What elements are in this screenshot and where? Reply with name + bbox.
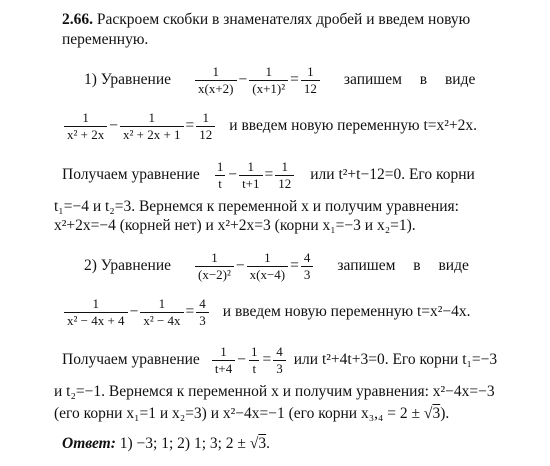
fraction-numerator: 1: [216, 158, 224, 174]
part2-get-eq: Получаем уравнение: [62, 351, 200, 368]
equals-sign: =: [290, 71, 299, 88]
part2-fraction-a: [195, 250, 234, 283]
fraction-denominator: 3: [196, 312, 209, 329]
part2-after-eq: запишем в виде: [337, 257, 469, 274]
fraction-denominator: 3: [301, 266, 314, 283]
part2-equation-line: [84, 246, 469, 286]
part1-eqs-line: [54, 216, 416, 236]
fraction-denominator: x² − 4x + 4: [64, 312, 128, 329]
part1-rw-fraction-b: [120, 110, 184, 143]
minus-sign: −: [129, 303, 139, 320]
fraction-denominator: 12: [275, 175, 294, 192]
minus-sign: −: [235, 257, 245, 274]
fraction-numerator: 1: [202, 109, 210, 125]
problem-number: 2.66.: [62, 11, 93, 28]
part2-t-fraction-a: [212, 344, 235, 377]
fraction-numerator: 1: [265, 63, 272, 79]
fraction-numerator: 1: [211, 249, 218, 265]
fraction-numerator: 1: [158, 295, 166, 311]
minus-sign: −: [237, 351, 247, 368]
fraction-numerator: 1: [82, 109, 89, 125]
equals-sign: =: [185, 303, 195, 320]
problem-intro-1: Раскроем скобки в знаменателях дробей и введем новую: [96, 11, 471, 28]
equals-sign: =: [262, 351, 272, 368]
fraction-denominator: (x+1)²: [249, 80, 288, 97]
fraction-denominator: x² + 2x + 1: [120, 126, 184, 143]
fraction-numerator: 4: [199, 295, 206, 311]
part1-fraction-c: [301, 64, 320, 97]
part2-rewritten-line: [62, 292, 471, 332]
part2-roots-line: [54, 382, 495, 402]
fraction-numerator: 1: [251, 343, 258, 359]
problem-intro-2: переменную.: [62, 31, 149, 48]
fraction-numerator: 1: [220, 343, 227, 359]
part1-eqs: x²+2x=−4 (корней нет) и x²+2x=3 (корни x₁=−3 и x₂=1).: [54, 217, 416, 234]
part2-rw-fraction-a: [64, 296, 128, 329]
part2-fraction-c: [301, 250, 314, 283]
part1-rewritten-line: [62, 106, 477, 146]
minus-sign: −: [228, 166, 238, 183]
fraction-numerator: 1: [247, 158, 255, 174]
part1-after-eq: запишем в виде: [343, 71, 476, 88]
part1-get-eq: Получаем уравнение: [62, 166, 200, 183]
fraction-denominator: t: [249, 360, 259, 377]
part2-label: 2) Уравнение: [84, 257, 171, 274]
part1-fraction-b: [249, 64, 288, 97]
sqrt-radicand: 3: [432, 405, 441, 422]
answer-end: .: [266, 435, 270, 452]
part2-roots: и t₂=−1. Вернемся к переменной x и получим уравнения: x²−4x=−3: [54, 383, 495, 400]
equals-sign: =: [290, 257, 299, 274]
fraction-numerator: 1: [307, 63, 314, 79]
part1-roots-line: [54, 197, 459, 217]
part1-roots-text: или t²+t−12=0. Его корни: [310, 166, 475, 183]
answer-text: 1) −3; 1; 2) 1; 3; 2 ±: [119, 435, 246, 452]
part2-eqs: (его корни x₁=1 и x₂=3) и x²−4x=−1 (его корни x₃,₄ = 2 ±: [54, 405, 421, 422]
part2-eqs-end: ).: [440, 405, 450, 422]
part1-t-fraction-a: [214, 159, 227, 192]
equals-sign: =: [264, 166, 274, 183]
part1-t-fraction-b: [239, 159, 262, 192]
fraction-denominator: t: [215, 175, 225, 192]
fraction-denominator: 12: [301, 80, 320, 97]
part1-roots: t₁=−4 и t₂=3. Вернемся к переменной x и получим уравнения:: [54, 198, 459, 215]
fraction-denominator: x(x+2): [195, 80, 237, 97]
problem-header: [62, 10, 470, 30]
fraction-denominator: x(x−4): [247, 266, 289, 283]
fraction-denominator: t+1: [239, 175, 262, 192]
fraction-numerator: 1: [281, 158, 289, 174]
part2-t-fraction-b: [248, 344, 261, 377]
sqrt-symbol: √: [249, 435, 259, 452]
fraction-denominator: t+4: [212, 360, 235, 377]
problem-intro-line2: [62, 30, 148, 50]
part2-fraction-b: [247, 250, 289, 283]
sqrt-symbol: √: [423, 405, 433, 422]
minus-sign: −: [109, 117, 118, 134]
fraction-denominator: 3: [273, 360, 286, 377]
fraction-numerator: 1: [92, 295, 100, 311]
part1-new-var: и введем новую переменную t=x²+2x.: [229, 117, 478, 134]
fraction-denominator: (x−2)²: [195, 266, 234, 283]
part2-rw-fraction-c: [196, 296, 209, 329]
part1-rw-fraction-a: [64, 110, 107, 143]
fraction-numerator: 1: [148, 109, 156, 125]
part1-rw-fraction-c: [196, 110, 215, 143]
part2-new-var: и введем новую переменную t=x²−4x.: [222, 303, 471, 320]
part1-equation-line: [84, 60, 475, 100]
part1-t-fraction-c: [275, 159, 294, 192]
sqrt-radicand: 3: [258, 435, 267, 452]
fraction-denominator: x² − 4x: [140, 312, 183, 329]
fraction-denominator: 12: [196, 126, 215, 143]
part2-t-equation-line: [62, 340, 497, 380]
part2-eqs-line: [54, 404, 449, 424]
part2-roots-text: или t²+4t+3=0. Его корни t₁=−3: [293, 351, 498, 368]
part1-label: 1) Уравнение: [84, 71, 171, 88]
equals-sign: =: [185, 117, 195, 134]
fraction-numerator: 4: [303, 249, 311, 265]
fraction-denominator: x² + 2x: [64, 126, 107, 143]
answer-label: Ответ:: [62, 435, 116, 452]
answer-line: [62, 434, 270, 454]
part1-fraction-a: [195, 64, 237, 97]
part2-rw-fraction-b: [140, 296, 183, 329]
part2-t-fraction-c: [273, 344, 286, 377]
fraction-numerator: 4: [276, 343, 283, 359]
minus-sign: −: [238, 71, 248, 88]
fraction-numerator: 1: [264, 249, 271, 265]
fraction-numerator: 1: [212, 63, 219, 79]
part1-t-equation-line: [62, 155, 475, 195]
